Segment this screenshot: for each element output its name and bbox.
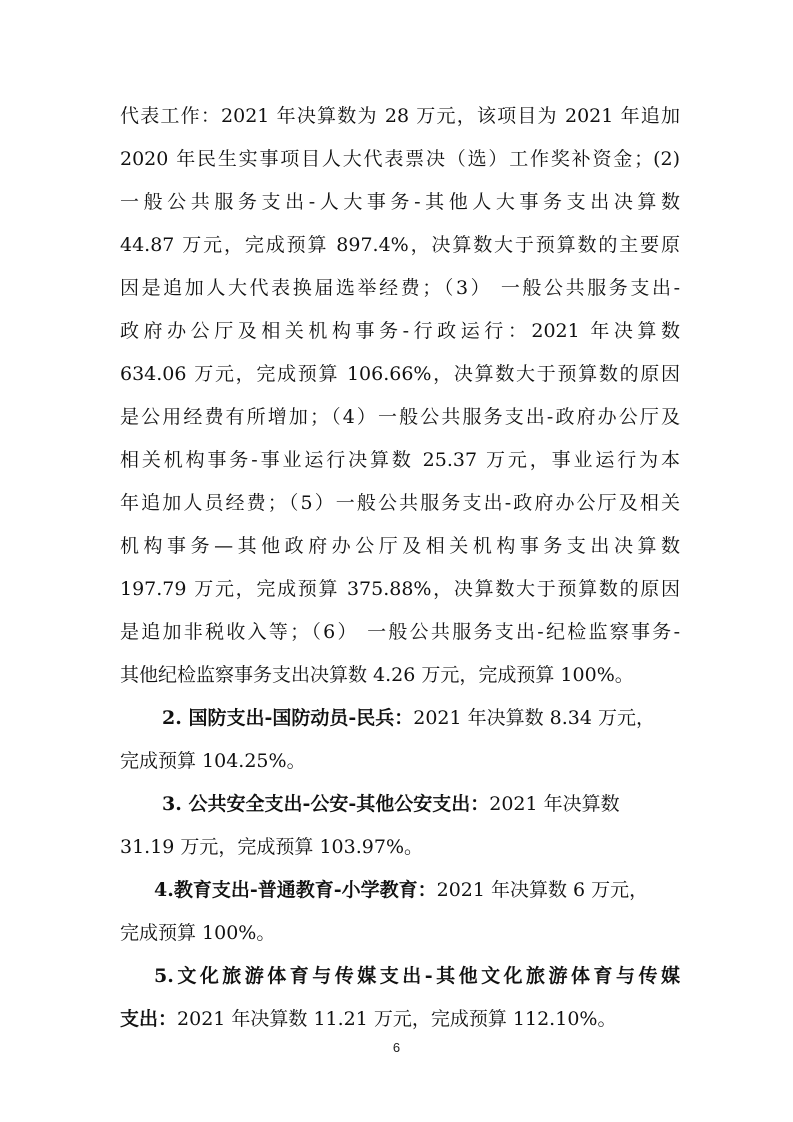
item-3-first-line <box>162 790 680 818</box>
item-2-second-line: 完成预算 104.25%。 <box>120 750 306 772</box>
item-5-second-line <box>120 1005 680 1033</box>
item-4-heading: 4.教育支出-普通教育-小学教育： <box>154 879 437 901</box>
paragraph-line: 因是追加人大代表换届选举经费；（3） 一般公共服务支出- <box>120 277 680 299</box>
paragraph-line: 一般公共服务支出-人大事务-其他人大事务支出决算数 <box>120 191 680 213</box>
item-4-text: 2021 年决算数 6 万元， <box>436 879 649 901</box>
item-4-first-line <box>154 876 680 904</box>
paragraph-line: 政府办公厅及相关机构事务-行政运行：2021 年决算数 <box>120 320 680 342</box>
item-5-text: 2021 年决算数 11.21 万元，完成预算 112.10%。 <box>177 1008 617 1030</box>
item-4-second-line: 完成预算 100%。 <box>120 922 276 944</box>
item-3-heading: 3. 公共安全支出-公安-其他公安支出： <box>162 793 490 815</box>
paragraph-line: 197.79 万元，完成预算 375.88%，决算数大于预算数的原因 <box>120 578 680 600</box>
item-5-heading: 5.文化旅游体育与传媒支出-其他文化旅游体育与传媒 <box>154 965 680 987</box>
paragraph-line: 代表工作：2021 年决算数为 28 万元，该项目为 2021 年追加 <box>120 105 680 127</box>
item-5-heading-end: 支出： <box>120 1008 178 1030</box>
paragraph-line: 是公用经费有所增加；（4）一般公共服务支出-政府办公厅及 <box>120 406 680 428</box>
page-number: 6 <box>392 1040 401 1055</box>
item-2-text: 2021 年决算数 8.34 万元， <box>413 707 656 729</box>
paragraph-line: 其他纪检监察事务支出决算数 4.26 万元，完成预算 100%。 <box>120 664 634 686</box>
paragraph-line: 机构事务—其他政府办公厅及相关机构事务支出决算数 <box>120 535 680 557</box>
paragraph-line: 44.87 万元，完成预算 897.4%，决算数大于预算数的主要原 <box>120 234 680 256</box>
item-3-second-line: 31.19 万元，完成预算 103.97%。 <box>120 836 424 858</box>
paragraph-line: 2020 年民生实事项目人大代表票决（选）工作奖补资金；(2) <box>120 148 680 170</box>
paragraph-line: 634.06 万元，完成预算 106.66%，决算数大于预算数的原因 <box>120 363 680 385</box>
item-3-text: 2021 年决算数 <box>489 793 620 815</box>
item-2-first-line <box>162 704 680 732</box>
item-2-heading: 2. 国防支出-国防动员-民兵： <box>162 707 414 729</box>
paragraph-line: 相关机构事务-事业运行决算数 25.37 万元，事业运行为本 <box>120 449 680 471</box>
paragraph-line: 是追加非税收入等；（6） 一般公共服务支出-纪检监察事务- <box>120 621 680 643</box>
paragraph-line: 年追加人员经费；（5）一般公共服务支出-政府办公厅及相关 <box>120 492 680 514</box>
